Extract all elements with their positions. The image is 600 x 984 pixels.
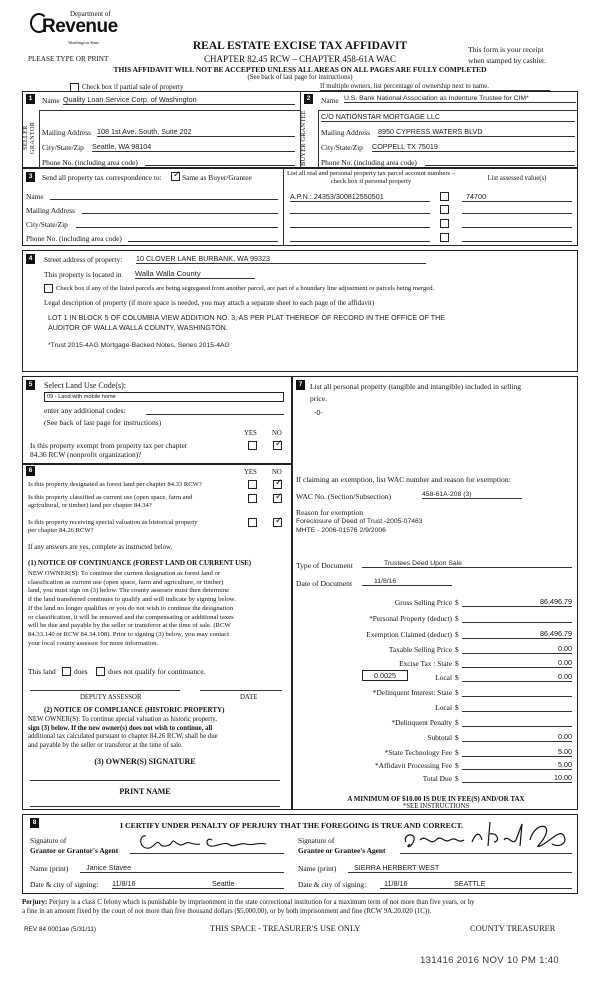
notice-2-title: (2) NOTICE OF COMPLIANCE (HISTORIC PROPERTY) bbox=[44, 706, 225, 714]
form-title: REAL ESTATE EXCISE TAX AFFIDAVIT bbox=[192, 40, 408, 52]
receipt-note-1: This form is your receipt bbox=[468, 45, 544, 54]
parcel-1-personal-checkbox[interactable] bbox=[440, 192, 449, 201]
send-correspondence-label: Send all property tax correspondence to: bbox=[42, 173, 162, 182]
taxable-amount[interactable]: 0.00 bbox=[462, 644, 572, 654]
subtotal-label: Subtotal bbox=[427, 733, 452, 742]
assessed-header: List assessed value(s) bbox=[487, 175, 547, 182]
notice-2-line: NEW OWNER(S): To continue special valuation as historic property, bbox=[28, 716, 217, 723]
exempt-no-checkbox[interactable] bbox=[273, 441, 282, 450]
owner-signature-label: (3) OWNER(S) SIGNATURE bbox=[94, 757, 196, 766]
additional-codes-label: enter any additional codes: bbox=[44, 406, 126, 415]
grantor-signature-scribble bbox=[130, 832, 284, 854]
personal-dollar: $ bbox=[455, 614, 459, 623]
historic-question-1: Is this property receiving special valuation as historical property bbox=[28, 519, 198, 526]
state-tax-label: Excise Tax : State bbox=[399, 659, 452, 668]
land-use-select[interactable]: 09 - Land with mobile home bbox=[44, 392, 284, 402]
partial-sale-label: Check box if partial sale of property bbox=[82, 83, 294, 92]
s3-phone-field[interactable] bbox=[128, 234, 278, 242]
seller-city[interactable]: Seattle, WA 98104 bbox=[92, 142, 295, 152]
state-tax-amount[interactable]: 0.00 bbox=[462, 658, 572, 668]
buyer-phone-field[interactable] bbox=[425, 158, 575, 166]
s3-name-field[interactable] bbox=[50, 192, 278, 200]
section-5-number: 5 bbox=[26, 380, 35, 390]
doc-type-label: Type of Document bbox=[296, 561, 353, 570]
parcel-number-2[interactable] bbox=[290, 206, 430, 214]
notice-1-line: your local county assessor for more information. bbox=[28, 639, 159, 647]
additional-codes-field[interactable] bbox=[146, 406, 284, 415]
delinquent-local-amount[interactable] bbox=[462, 702, 572, 712]
seller-name[interactable]: Quality Loan Service Corp. of Washington bbox=[63, 95, 295, 105]
gross-dollar: $ bbox=[455, 598, 459, 607]
notice-2-line: additional tax calculated pursuant to chapter 84.26 RCW, shall be due bbox=[28, 733, 218, 741]
technology-fee-dollar: $ bbox=[455, 748, 459, 757]
reason-line-1[interactable]: Foreclosure of Deed of Trust -2005-07463 bbox=[296, 518, 423, 525]
seller-side-label: SELLER GRANTOR bbox=[22, 121, 36, 155]
reason-label: Reason for exemption bbox=[296, 508, 364, 517]
section-4-box bbox=[22, 250, 578, 372]
this-land-label: This land bbox=[28, 667, 56, 676]
receipt-note-2: when stamped by cashier. bbox=[468, 56, 547, 65]
doc-date[interactable]: 11/8/16 bbox=[362, 578, 452, 586]
doc-date-label: Date of Document bbox=[296, 579, 353, 588]
form-warning: THIS AFFIDAVIT WILL NOT BE ACCEPTED UNLESS ALL AREAS ON ALL PAGES ARE FULLY COMPLETED bbox=[113, 65, 487, 74]
grantee-date-label: Date & city of signing: bbox=[298, 880, 367, 889]
affidavit-fee-amount[interactable]: 5.00 bbox=[462, 760, 572, 770]
section-1-number: 1 bbox=[26, 94, 35, 104]
treasurer-space: THIS SPACE - TREASURER'S USE ONLY bbox=[210, 924, 361, 933]
seller-city-label: City/State/Zip bbox=[42, 143, 84, 152]
perjury-text-2: a fine in an amount fixed by the court of not more than five thousand dollars ($5,000.00), or by both imprisonment and fine (RCW 9A.20.020 (1C)). bbox=[22, 907, 432, 915]
dept-logo bbox=[28, 10, 118, 50]
notice-1-line: If the land no longer qualifies or you do not wish to continue the designation bbox=[28, 604, 234, 612]
taxable-dollar: $ bbox=[455, 645, 459, 654]
legal-line-1[interactable]: LOT 1 IN BLOCK 5 OF COLUMBIA VIEW ADDITION NO. 3, AS PER PLAT THEREOF OF RECORD IN THE OFFICE OF THE bbox=[48, 314, 445, 322]
technology-fee-amount[interactable]: 5.00 bbox=[462, 747, 572, 757]
subtotal-dollar: $ bbox=[455, 733, 459, 742]
buyer-city-label: City/State/Zip bbox=[321, 143, 363, 152]
grantee-print-label: Name (print) bbox=[298, 864, 337, 873]
grantor-date[interactable]: 11/8/16 bbox=[112, 879, 172, 889]
delinquent-penalty-label: *Delinquent Penalty bbox=[391, 718, 452, 727]
notice-1-line: will be due and payable by the seller or transferor at the time of sale. (RCW bbox=[28, 622, 231, 630]
section-4-number: 4 bbox=[26, 254, 35, 264]
notice-2-line: and payable by the seller or transferor at the time of sale. bbox=[28, 741, 183, 749]
perjury-text-1: Perjury is a class C felony which is punishable by imprisonment in the state correctional institution for a maximum term of not more than five years, or by bbox=[47, 899, 475, 906]
parcel-2-personal-checkbox[interactable] bbox=[440, 205, 449, 214]
grantor-print-name[interactable]: Janice Stavee bbox=[80, 863, 284, 873]
forest-yes-checkbox[interactable] bbox=[248, 480, 257, 489]
land-does-not-label: does not qualify for continuance. bbox=[108, 667, 206, 676]
exemption-amount[interactable]: 86,496.79 bbox=[462, 629, 572, 639]
seller-phone-field[interactable] bbox=[145, 158, 295, 166]
local-tax-amount[interactable]: 0.00 bbox=[462, 672, 572, 682]
section-6-number: 6 bbox=[26, 466, 35, 476]
seller-phone-label: Phone No. (including area code) bbox=[42, 158, 138, 167]
buyer-mailing[interactable]: 8950 CYPRESS WATERS BLVD bbox=[378, 127, 575, 137]
notice-2-line: sign (3) below. If the new owner(s) does not wish to continue, all bbox=[28, 724, 213, 732]
seller-name-label: Name bbox=[42, 96, 60, 105]
s5-no-label: NO bbox=[272, 430, 282, 437]
trust-note[interactable]: *Trust 2015-4AG Mortgage-Backed Notes, Series 2015-4AG bbox=[48, 342, 230, 349]
assessed-value-4[interactable] bbox=[462, 234, 572, 242]
dept-logo-text: Revenue bbox=[42, 16, 118, 37]
grantor-signature[interactable] bbox=[130, 838, 284, 854]
delinquent-local-label: Local bbox=[435, 703, 452, 712]
notice-2-body bbox=[28, 716, 290, 750]
affidavit-fee-label: *Affidavit Processing Fee bbox=[374, 761, 452, 770]
see-instructions-note: *SEE INSTRUCTIONS bbox=[402, 803, 470, 810]
claim-exemption-label: If claiming an exemption, list WAC number and reason for exemption: bbox=[296, 475, 511, 484]
same-as-buyer-checkbox[interactable] bbox=[171, 172, 180, 181]
land-does-not-checkbox[interactable] bbox=[96, 667, 105, 676]
current-use-question-2: agricultural, or timber) land per chapter 84.34? bbox=[28, 502, 152, 509]
buyer-name-label: Name bbox=[321, 96, 339, 105]
grantee-signature-scribble bbox=[400, 818, 572, 852]
gross-label: Gross Selling Price bbox=[394, 598, 452, 607]
parcel-number-1[interactable]: A.P.N.: 24353/300812550501 bbox=[290, 192, 430, 202]
historic-no-checkbox[interactable] bbox=[273, 518, 282, 527]
grantor-sig-label-2: Grantor or Grantor's Agent bbox=[30, 846, 119, 855]
notice-1-body bbox=[28, 570, 290, 648]
current-use-no-checkbox[interactable] bbox=[273, 494, 282, 503]
notice-1-line: NEW OWNER(S): To continue the current designation as forest land or bbox=[28, 570, 221, 577]
delinquent-interest-dollar: $ bbox=[455, 688, 459, 697]
exempt-yes-checkbox[interactable] bbox=[248, 441, 257, 450]
notice-1-line: classification as current use (open space, farm and agriculture, or timber) bbox=[28, 578, 224, 586]
personal-list-label-2: price. bbox=[310, 394, 328, 403]
s3-name-label: Name bbox=[26, 192, 44, 201]
local-dollar: $ bbox=[455, 673, 459, 682]
see-back-note: (See back of last page for instructions) bbox=[247, 74, 353, 81]
dept-line1: Department of bbox=[70, 10, 111, 18]
form-chapter: CHAPTER 82.45 RCW – CHAPTER 458-61A WAC bbox=[204, 54, 396, 64]
buyer-city[interactable]: COPPELL TX 75019 bbox=[372, 142, 575, 152]
wac-label: WAC No. (Section/Subsection) bbox=[296, 492, 392, 501]
assessed-value-2[interactable] bbox=[462, 206, 572, 214]
buyer-name[interactable]: U.S. Bank National Association as Indenture Trustee for CIM* bbox=[344, 95, 576, 103]
buyer-name-2[interactable]: C/O NATIONSTAR MORTGAGE LLC bbox=[321, 112, 575, 122]
grantor-print-label: Name (print) bbox=[30, 864, 69, 873]
grantor-sig-label-1: Signature of bbox=[30, 836, 67, 845]
technology-fee-label: *State Technology Fee bbox=[384, 748, 452, 757]
historic-question-2: per chapter 84.26 RCW? bbox=[28, 527, 94, 534]
personal-deduct-label: *Personal Property (deduct) bbox=[369, 614, 452, 623]
section-7-box bbox=[292, 376, 578, 810]
legal-line-2[interactable]: AUDITOR OF WALLA WALLA COUNTY, WASHINGTON. bbox=[48, 324, 228, 332]
state-dollar: $ bbox=[455, 659, 459, 668]
parcel-4-personal-checkbox[interactable] bbox=[440, 233, 449, 242]
grantee-date[interactable]: 11/8/16 bbox=[380, 879, 440, 889]
same-as-buyer-label: Same as Buyer/Grantee bbox=[182, 173, 252, 182]
notice-1-line: land, you must sign on (3) below. The county assessor must then determine bbox=[28, 587, 230, 595]
delinquent-interest-label: *Delinquent Interest: State bbox=[372, 688, 452, 697]
dept-line2: Washington State bbox=[68, 40, 100, 45]
s5-see-back: (See back of last page for instructions) bbox=[44, 418, 162, 427]
parcel-number-4[interactable] bbox=[290, 234, 430, 242]
located-label: This property is located in bbox=[44, 270, 122, 279]
seller-mailing[interactable]: 108 1st Ave. South, Suite 202 bbox=[97, 127, 295, 137]
legal-label: Legal description of property (if more space is needed, you may attach a separate sheet to each page of the affidavit) bbox=[44, 299, 375, 307]
current-use-question-1: Is this property classified as current use (open space, farm and bbox=[28, 494, 193, 501]
total-due-label: Total Due bbox=[422, 774, 452, 783]
street-address[interactable]: 10 CLOVER LANE BURBANK, WA 99323 bbox=[136, 254, 426, 264]
minimum-due-note: A MINIMUM OF $10.00 IS DUE IN FEE(S) AND/OR TAX bbox=[347, 795, 525, 803]
section-8-number: 8 bbox=[30, 818, 39, 828]
land-use-label: Select Land Use Code(s): bbox=[44, 381, 126, 390]
exemption-label: Exemption Claimed (deduct) bbox=[366, 630, 452, 639]
deputy-date-label: DATE bbox=[240, 694, 258, 701]
perjury-notice bbox=[22, 899, 582, 916]
notice-1-line: 84.33.140 or RCW 84.34.108). Prior to signing (3) below, you may contact bbox=[28, 630, 229, 638]
county-treasurer: COUNTY TREASURER bbox=[470, 924, 556, 933]
personal-list-label: List all personal property (tangible and intangible) included in selling bbox=[310, 382, 522, 391]
gross-amount[interactable]: 86,496.79 bbox=[462, 597, 572, 607]
land-does-label: does bbox=[74, 667, 88, 676]
if-any-note: If any answers are yes, complete as instructed below. bbox=[28, 544, 173, 551]
s6-yes-label: YES bbox=[244, 469, 257, 476]
seller-mailing-label: Mailing Address bbox=[42, 128, 92, 137]
grantor-date-label: Date & city of signing: bbox=[30, 880, 99, 889]
exempt-question-2: 84.36 RCW (nonprofit organization)? bbox=[30, 450, 142, 459]
please-type: PLEASE TYPE OR PRINT bbox=[28, 55, 109, 63]
s3-city-field[interactable] bbox=[76, 220, 278, 228]
multiple-owners-note: If multiple owners, list percentage of ownership next to name. bbox=[320, 83, 550, 91]
exemption-dollar: $ bbox=[455, 630, 459, 639]
segregated-label: Check box if any of the listed parcels are being segregated from another parcel, are part of a boundary line adjustment or parcels being merged. bbox=[56, 285, 435, 292]
grantee-sig-label-2: Grantee or Grantee's Agent bbox=[298, 846, 386, 855]
s3-mailing-field[interactable] bbox=[82, 206, 278, 214]
print-name-label: PRINT NAME bbox=[119, 787, 171, 796]
notice-1-title: (1) NOTICE OF CONTINUANCE (FOREST LAND OR CURRENT USE) bbox=[28, 559, 252, 567]
land-does-checkbox[interactable] bbox=[62, 667, 71, 676]
section-2-number: 2 bbox=[304, 94, 313, 104]
s3-phone-label: Phone No. (including area code) bbox=[26, 234, 122, 243]
notice-1-line: or classification, it will be removed and the compensating or additional taxes bbox=[28, 613, 234, 621]
delinquent-penalty-dollar: $ bbox=[455, 718, 459, 727]
segregated-checkbox[interactable] bbox=[44, 284, 53, 293]
s3-mailing-label: Mailing Address bbox=[26, 206, 76, 215]
local-rate[interactable]: 0.0025 bbox=[362, 670, 408, 681]
s3-city-label: City/State/Zip bbox=[26, 220, 68, 229]
grantee-sig-label-1: Signature of bbox=[298, 836, 335, 845]
perjury-bold: Perjury: bbox=[22, 899, 48, 906]
personal-deduct-amount[interactable] bbox=[462, 613, 572, 623]
exempt-question-1: Is this property exempt from property tax per chapter bbox=[30, 441, 188, 450]
reason-line-2[interactable]: MHTE - 2006-01576 2/9/2006 bbox=[296, 527, 386, 534]
notice-1-line: if the land transferred continues to qualify and will indicate by signing below. bbox=[28, 596, 236, 604]
grantee-signature[interactable] bbox=[400, 838, 572, 854]
parcel-number-3[interactable] bbox=[290, 220, 430, 228]
s5-yes-label: YES bbox=[244, 430, 257, 437]
subtotal-amount[interactable]: 0.00 bbox=[462, 732, 572, 742]
parcel-3-personal-checkbox[interactable] bbox=[440, 219, 449, 228]
rev-number: REV 84 0001ae (5/31/11) bbox=[24, 926, 97, 933]
grantee-city[interactable]: SEATTLE bbox=[440, 879, 572, 889]
street-label: Street address of property: bbox=[44, 255, 123, 264]
certify-statement: I CERTIFY UNDER PENALTY OF PERJURY THAT THE FOREGOING IS TRUE AND CORRECT. bbox=[120, 821, 464, 830]
local-tax-label: Local bbox=[435, 673, 452, 682]
forest-no-checkbox[interactable] bbox=[273, 480, 282, 489]
affidavit-fee-dollar: $ bbox=[455, 761, 459, 770]
assessed-value-1[interactable]: 74700 bbox=[462, 192, 572, 202]
total-due-amount[interactable]: 10.00 bbox=[462, 773, 572, 783]
located-county[interactable]: Walla Walla County bbox=[135, 269, 255, 279]
section-7-number: 7 bbox=[296, 380, 305, 390]
grantor-city[interactable]: Seattle bbox=[172, 879, 284, 889]
grantee-print-name[interactable]: SIERRA HERBERT WEST bbox=[348, 863, 572, 873]
delinquent-interest-amount[interactable] bbox=[462, 687, 572, 697]
assessed-value-3[interactable] bbox=[462, 220, 572, 228]
s6-no-label: NO bbox=[272, 469, 282, 476]
forest-question: Is this property designated as forest land per chapter 84.33 RCW? bbox=[28, 481, 202, 488]
doc-type[interactable]: Trustees Deed Upon Sale bbox=[362, 560, 572, 568]
current-use-yes-checkbox[interactable] bbox=[248, 494, 257, 503]
deputy-assessor-label: DEPUTY ASSESSOR bbox=[80, 694, 142, 701]
taxable-label: Taxable Selling Price bbox=[388, 645, 452, 654]
personal-property-value[interactable]: -0- bbox=[314, 408, 323, 417]
recording-stamp: 131416 2016 NOV 10 PM 1:40 bbox=[420, 955, 560, 966]
parcel-header: List all real and personal property tax parcel account numbers – check box if personal property bbox=[286, 170, 456, 185]
buyer-phone-label: Phone No. (including area code) bbox=[321, 158, 417, 167]
total-due-dollar: $ bbox=[455, 774, 459, 783]
wac-number[interactable]: 458-61A-208 (3) bbox=[422, 491, 522, 499]
delinquent-local-dollar: $ bbox=[455, 703, 459, 712]
section-3-number: 3 bbox=[26, 172, 35, 182]
historic-yes-checkbox[interactable] bbox=[248, 518, 257, 527]
delinquent-penalty-amount[interactable] bbox=[462, 717, 572, 727]
buyer-side-label: BUYER GRANTEE bbox=[300, 110, 307, 166]
buyer-mailing-label: Mailing Address bbox=[321, 128, 371, 137]
